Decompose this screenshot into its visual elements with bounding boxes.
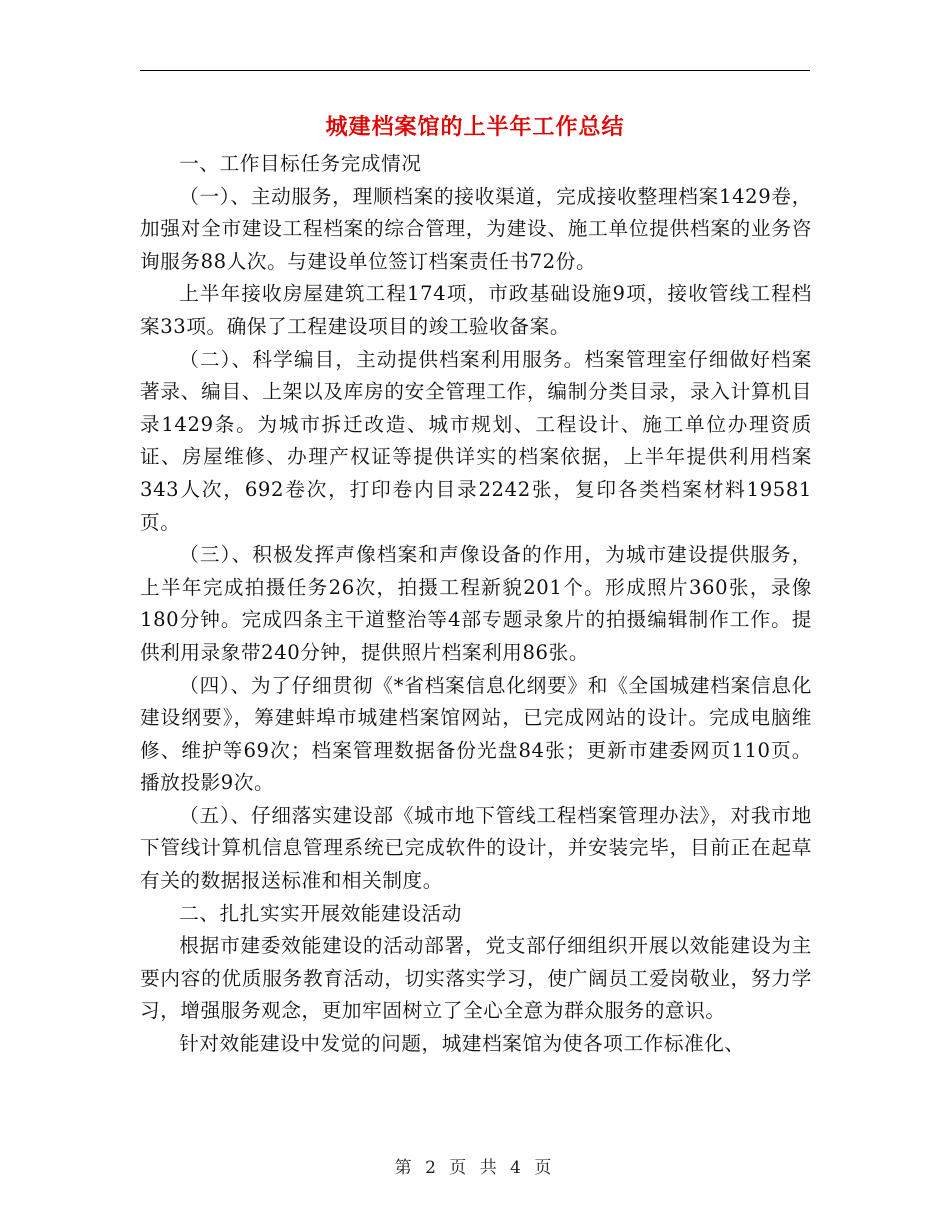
section-heading-1: 一、工作目标任务完成情况 xyxy=(179,152,422,175)
header-rule xyxy=(140,70,810,71)
section-heading-2: 二、扎扎实实开展效能建设活动 xyxy=(179,901,462,925)
paragraph-efficiency: 根据市建委效能建设的活动部署，党支部仔细组织开展以效能建设为主要内容的优质服务教育活动，切实落实学习，使广阔员工爱岗敬业，努力学习，增强服务观念，更加牢固树立了全心全意为群众服务的意识。 xyxy=(140,934,812,1023)
paragraph-item-4: （四）、为了仔细贯彻《*省档案信息化纲要》和《全国城建档案信息化建设纲要》，筹建蚌埠市城建档案馆网站，已完成网站的设计。完成电脑维修、维护等69次；档案管理数据备份光盘84张；更新市建委网页110页。播放投影9次。 xyxy=(140,673,812,795)
paragraph-item-2: （二）、科学编目，主动提供档案利用服务。档案管理室仔细做好档案著录、编目、上架以及库房的安全管理工作，编制分类目录，录入计算机目录1429条。为城市拆迁改造、城市规划、工程设计、施工单位办理资质证、房屋维修、办理产权证等提供详实的档案依据，上半年提供利用档案343人次，692卷次，打印卷内目录2242张，复印各类档案材料19581页。 xyxy=(140,347,812,534)
paragraph-item-1-followup: 上半年接收房屋建筑工程174项，市政基础设施9项，接收管线工程档案33项。确保了工程建设项目的竣工验收备案。 xyxy=(140,282,812,338)
document-body xyxy=(140,148,812,1061)
paragraph-item-3: （三）、积极发挥声像档案和声像设备的作用，为城市建设提供服务，上半年完成拍摄任务26次，拍摄工程新貌201个。形成照片360张，录像180分钟。完成四条主干道整治等4部专题录象片的拍摄编辑制作工作。提供利用录象带240分钟，提供照片档案利用86张。 xyxy=(140,543,812,664)
document-title: 城建档案馆的上半年工作总结 xyxy=(325,114,625,140)
paragraph-item-1: （一）、主动服务，理顺档案的接收渠道，完成接收整理档案1429卷，加强对全市建设工程档案的综合管理，为建设、施工单位提供档案的业务咨询服务88人次。与建设单位签订档案责任书72份。 xyxy=(140,184,812,273)
paragraph-issues: 针对效能建设中发觉的问题，城建档案馆为使各项工作标准化、 xyxy=(179,1032,745,1056)
paragraph-item-5: （五）、仔细落实建设部《城市地下管线工程档案管理办法》，对我市地下管线计算机信息管理系统已完成软件的设计，并安装完毕，目前正在起草有关的数据报送标准和相关制度。 xyxy=(140,803,812,893)
page-footer: 第 2 页 共 4 页 xyxy=(394,1158,556,1178)
